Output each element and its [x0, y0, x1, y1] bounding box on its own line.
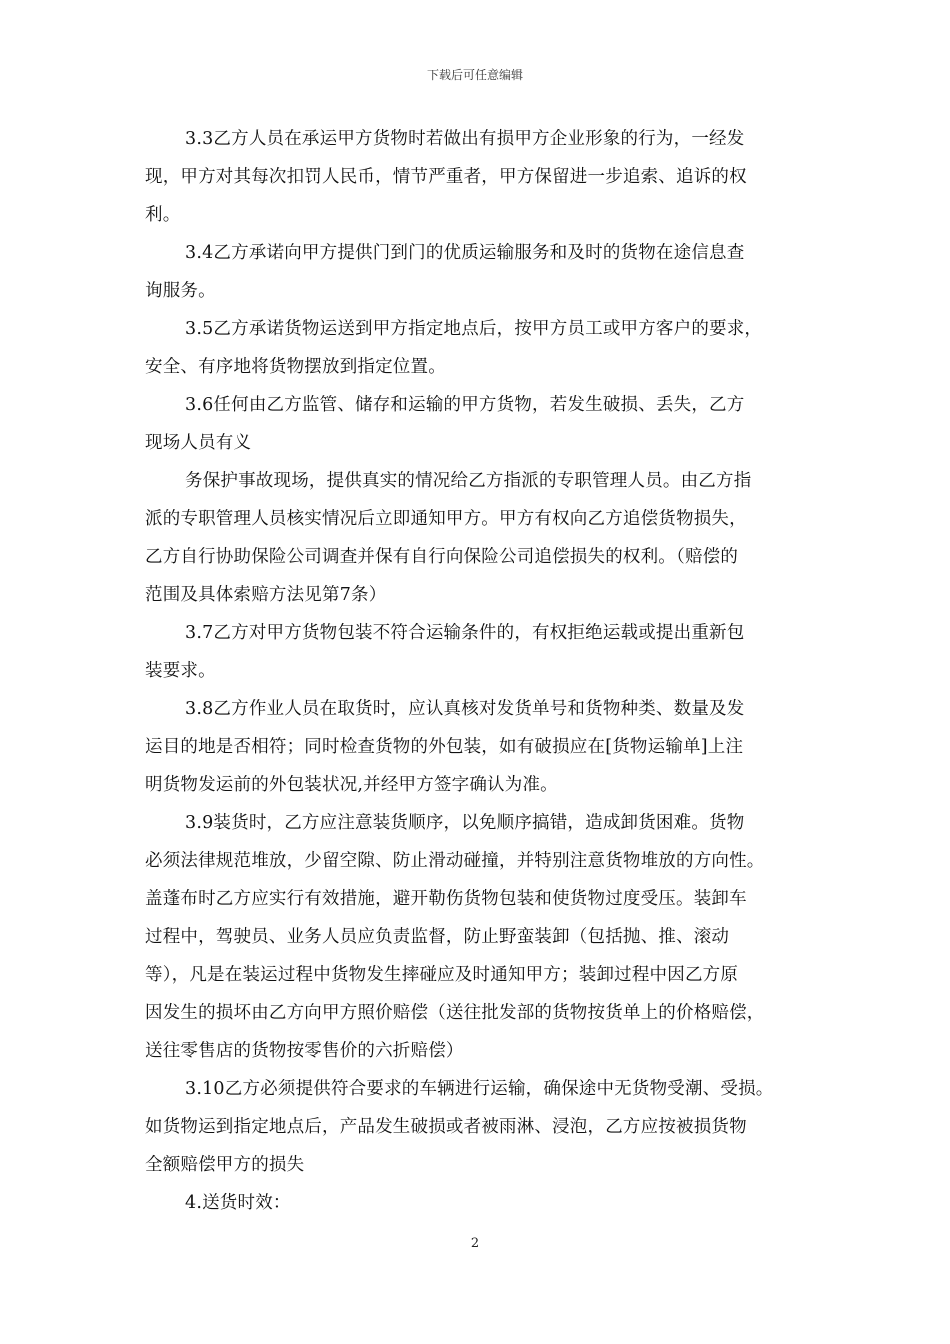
- text-line: 现场人员有义: [145, 433, 252, 453]
- text-line: 因发生的损坏由乙方向甲方照价赔偿（送往批发部的货物按货单上的价格赔偿，: [145, 1003, 765, 1023]
- text-line: 利。: [145, 205, 181, 225]
- text-line: 明货物发运前的外包装状况,并经甲方签字确认为准。: [145, 775, 558, 795]
- text-line: 3.4乙方承诺向甲方提供门到门的优质运输服务和及时的货物在途信息查: [185, 243, 745, 263]
- text-line: 必须法律规范堆放，少留空隙、防止滑动碰撞，并特别注意货物堆放的方向性。: [145, 851, 765, 871]
- text-line: 3.9装货时，乙方应注意装货顺序，以免顺序搞错，造成卸货困难。货物: [185, 813, 745, 833]
- paragraph: [145, 614, 815, 690]
- page-number: 2: [470, 1236, 480, 1251]
- text-line: 范围及具体索赔方法见第7条）: [145, 585, 387, 605]
- text-line: 安全、有序地将货物摆放到指定位置。: [145, 357, 446, 377]
- text-line: 询服务。: [145, 281, 216, 301]
- paragraph: [145, 120, 815, 234]
- paragraph: [145, 234, 815, 310]
- page-header: 下载后可任意编辑: [426, 68, 523, 82]
- text-line: 运目的地是否相符；同时检查货物的外包装，如有破损应在[货物运输单]上注: [145, 737, 744, 757]
- text-line: 3.7乙方对甲方货物包装不符合运输条件的，有权拒绝运载或提出重新包: [185, 623, 745, 643]
- paragraph: [145, 1184, 815, 1222]
- paragraph: [145, 310, 815, 386]
- text-line: 务保护事故现场，提供真实的情况给乙方指派的专职管理人员。由乙方指: [185, 471, 752, 491]
- paragraph: [145, 386, 815, 462]
- text-line: 等），凡是在装运过程中货物发生摔碰应及时通知甲方；装卸过程中因乙方原: [145, 965, 739, 985]
- paragraph: [145, 690, 815, 804]
- paragraph: [145, 1070, 815, 1184]
- text-line: 3.8乙方作业人员在取货时，应认真核对发货单号和货物种类、数量及发: [185, 699, 745, 719]
- text-line: 如货物运到指定地点后，产品发生破损或者被雨淋、浸泡，乙方应按被损货物: [145, 1117, 747, 1137]
- text-line: 4.送货时效：: [185, 1193, 291, 1213]
- paragraph: [145, 804, 815, 1070]
- text-line: 派的专职管理人员核实情况后立即通知甲方。甲方有权向乙方追偿货物损失，: [145, 509, 747, 529]
- text-line: 全额赔偿甲方的损失: [145, 1155, 305, 1175]
- text-line: 装要求。: [145, 661, 216, 681]
- text-line: 乙方自行协助保险公司调查并保有自行向保险公司追偿损失的权利。（赔偿的: [145, 547, 739, 567]
- text-line: 3.3乙方人员在承运甲方货物时若做出有损甲方企业形象的行为，一经发: [185, 129, 745, 149]
- text-line: 送往零售店的货物按零售价的六折赔偿）: [145, 1041, 464, 1061]
- text-line: 过程中，驾驶员、业务人员应负责监督，防止野蛮装卸（包括抛、推、滚动: [145, 927, 730, 947]
- document-body: [145, 120, 815, 1222]
- paragraph: [145, 462, 815, 614]
- text-line: 3.5乙方承诺货物运送到甲方指定地点后，按甲方员工或甲方客户的要求，: [185, 319, 763, 339]
- text-line: 盖蓬布时乙方应实行有效措施，避开勒伤货物包装和使货物过度受压。装卸车: [145, 889, 747, 909]
- text-line: 3.10乙方必须提供符合要求的车辆进行运输，确保途中无货物受潮、受损。: [185, 1079, 774, 1099]
- text-line: 3.6任何由乙方监管、储存和运输的甲方货物，若发生破损、丢失，乙方: [185, 395, 745, 415]
- text-line: 现，甲方对其每次扣罚人民币，情节严重者，甲方保留进一步追索、追诉的权: [145, 167, 747, 187]
